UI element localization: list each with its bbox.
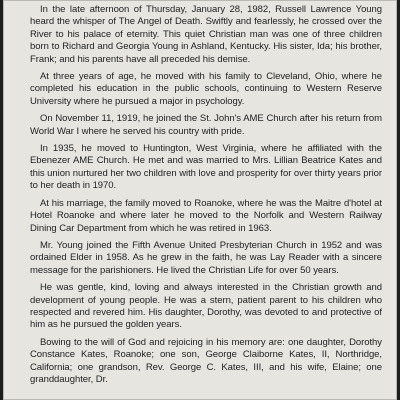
paragraph-death-and-family: In the late afternoon of Thursday, January 28, 1982, Russell Lawrence Young heard the whisper of The Angel of Death. Swiftly and fearlessly, he crossed over the River to his palace of eternity. This quiet Christian man was one of three children born to Richard and Georgia Young in Ashland, Kentucky. His sister, Ida; his brother, Frank; and his parents have all preceded his demise. [30,4,382,65]
paragraph-presbyterian-church: Mr. Young joined the Fifth Avenue United Presbyterian Church in 1952 and was ordained Elder in 1958. As he grew in the faith, he was Lay Reader with a sincere message for the parishioners. He lived the Christian Life for over 50 years. [30,239,382,276]
obituary-page [3,0,397,400]
paragraph-survivors: Bowing to the will of God and rejoicing in his memory are: one daughter, Dorothy Constance Kates, Roanoke; one son, George Claiborne Kates, II, Northridge, California; one grandson, Rev. George C. Kates, III, and his wife, Elaine; one granddaughter, Dr. [30,336,382,385]
paragraph-church-membership: On November 11, 1919, he joined the St. John's AME Church after his return from World War I where he served his country with pride. [30,113,382,137]
obituary-text [30,4,382,386]
paragraph-marriage: In 1935, he moved to Huntington, West Virginia, where he affiliated with the Ebenezer AME Church. He met and was married to Mrs. Lillian Beatrice Kates and this union nurtured her two children with love and prosperity for over thirty years prior to her death in 1970. [30,143,382,192]
paragraph-career: At his marriage, the family moved to Roanoke, where he was the Maitre d'hotel at Hotel Roanoke and where later he moved to the Norfolk and Western Railway Dining Car Department from which he was retired in 1963. [30,197,382,234]
paragraph-education: At three years of age, he moved with his family to Cleveland, Ohio, where he completed his education in the public schools, continuing to Western Reserve University where he pursued a major in psychology. [30,71,382,107]
paragraph-character: He was gentle, kind, loving and always interested in the Christian growth and development of young people. He was a stern, patient parent to his children who respected and revered him. His daughter, Dorothy, was devoted to and protective of him as he pursued the golden years. [30,282,382,331]
